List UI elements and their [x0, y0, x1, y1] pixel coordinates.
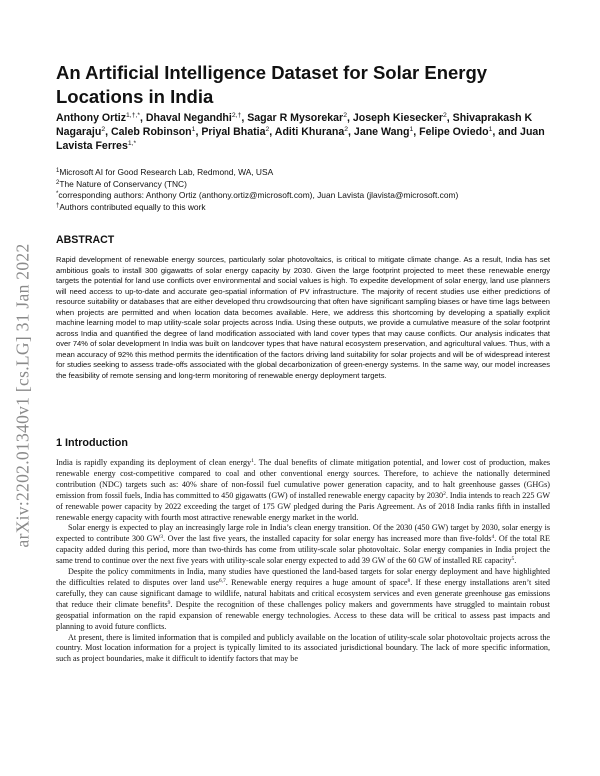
- author-affiliation-mark: 1: [191, 126, 196, 134]
- author-name: Dhaval Negandhi: [145, 112, 232, 124]
- affiliation-line: [56, 179, 556, 191]
- author-affiliation-mark: 2: [344, 126, 349, 134]
- citation-reference[interactable]: 9: [167, 599, 171, 606]
- body-text-run: . Renewable energy requires a huge amount of space: [225, 577, 408, 587]
- author-separator: ,: [446, 112, 453, 124]
- author-separator: , and: [492, 126, 521, 139]
- author-separator: ,: [241, 112, 248, 124]
- citation-reference[interactable]: 1: [251, 458, 254, 464]
- affiliation-text: Authors contributed equally to this work: [59, 201, 206, 212]
- body-text-run: Solar energy is expected to play an increasingly large role in India’s clean energy transition. Of the 2030 (450 GW) target by 2030, solar energy is expected to contribute 300 GW: [56, 523, 550, 544]
- author-name: Priyal Bhatia: [201, 126, 266, 139]
- arxiv-identifier-text: arXiv:2202.01340v1 [cs.LG] 31 Jan 2022: [12, 243, 33, 547]
- affiliation-mark: 2: [56, 179, 60, 186]
- author-name: Caleb Robinson: [111, 126, 192, 139]
- affiliation-text: corresponding authors: Anthony Ortiz (anthony.ortiz@microsoft.com), Juan Lavista (jlavista@microsoft.com): [58, 190, 459, 201]
- body-paragraph: [56, 633, 550, 666]
- author-name: Joseph Kiesecker: [352, 112, 443, 124]
- body-text-run: . The dual benefits of climate mitigation potential, and lower cost of production, makes renewable energy cost-competitive compared to coal and other conventional energy sources. Therefore, to achieve the nationally determined contribution (NDC) targets such as: 40% share of non-fossil fuel cumulative power generation capacity, and to halt greenhouse gasses (GHGs) emission from fossil fuels, India has committed to 450 gigawatts (GW) of installed renewable energy capacity by 2030: [56, 458, 550, 500]
- arxiv-identifier-stamp: [8, 200, 38, 590]
- body-text-run: At present, there is limited information that is compiled and publicly available on the location of utility-scale solar photovoltaic projects across the country. Most location information for a project is typically limited to its associated jurisdictional boundary. The lack of more specific information, such as project boundaries, make it difficult to identify factors that may be: [56, 632, 550, 664]
- author-affiliation-mark: 2: [101, 126, 106, 134]
- body-paragraph: [56, 523, 550, 567]
- body-text-run: India is rapidly expanding its deployment of clean energy: [56, 458, 252, 467]
- body-text-run: . Despite the recognition of these challenges policy makers and governments have struggled to maintain robust geospatial information on the rapid expansion of renewable energy technologies. Access to these data will be critical to assess past impacts and planning to avoid future conflicts.: [56, 599, 550, 631]
- citation-reference[interactable]: 5: [511, 556, 515, 563]
- author-name: Shivaprakash K Nagaraju: [56, 112, 533, 139]
- author-affiliation-mark: 2,†: [231, 112, 242, 119]
- author-separator: ,: [348, 126, 354, 139]
- citation-reference[interactable]: 8: [407, 577, 411, 584]
- author-list: [56, 111, 556, 154]
- introduction-body: [56, 458, 550, 665]
- author-name: Juan Lavista Ferres: [56, 126, 545, 153]
- paper-title: An Artificial Intelligence Dataset for Solar Energy Locations in India: [56, 62, 488, 107]
- author-separator: ,: [140, 112, 146, 124]
- author-name: Sagar R Mysorekar: [247, 112, 344, 124]
- author-affiliation-mark: 1,*: [127, 140, 137, 148]
- citation-reference[interactable]: 4: [491, 534, 495, 541]
- affiliation-line: [56, 167, 556, 179]
- author-separator: ,: [413, 126, 420, 139]
- author-name: Felipe Oviedo: [419, 126, 489, 139]
- body-text-run: Despite the policy commitments in India, many studies have questioned the land-based targets for solar energy deployment and have highlighted the difficulties related to disputes over land use: [56, 567, 550, 587]
- author-affiliation-mark: 2: [343, 112, 347, 119]
- introduction-heading: 1 Introduction: [56, 437, 128, 449]
- citation-reference[interactable]: 6,7: [218, 577, 226, 584]
- author-name: Anthony Ortiz: [56, 112, 127, 124]
- body-text-run: . Of the total RE capacity added during this period, more than two-thirds has come from utility-scale solar photovoltaic. Solar energy companies in India project the same trend to continue over the next five years with utility-scale solar energy expected to add 39 GW of the 60 GW of installed RE capacity: [56, 534, 550, 566]
- author-affiliation-mark: 2: [265, 126, 270, 134]
- body-paragraph: [56, 458, 550, 523]
- body-paragraph: [56, 567, 550, 632]
- author-affiliation-mark: 2: [442, 112, 447, 119]
- author-separator: ,: [346, 112, 353, 124]
- author-separator: ,: [195, 126, 202, 139]
- author-affiliation-mark: 1: [488, 126, 493, 134]
- author-affiliation-mark: 1: [409, 126, 414, 134]
- author-separator: ,: [105, 126, 112, 139]
- body-text-run: . India intends to reach 225 GW of renewable power capacity by 2022 exceeding the target of 175 GW pledged during the Paris Agreement. As of 2018 India ranks fifth in installed renewable energy capacity with fourth most attractive renewable energy market in the world.: [56, 490, 551, 522]
- affiliation-line: [56, 190, 556, 202]
- affiliation-text: The Nature of Conservancy (TNC): [59, 178, 187, 189]
- body-text-run: . If these energy installations aren’t sited carefully, they can cause significant damage to wildlife, natural habitats and critical ecosystem services and even generate greenhouse gas emissions that reduce their climate benefits: [56, 577, 550, 609]
- affiliation-mark: †: [56, 202, 60, 209]
- abstract-text: Rapid development of renewable energy sources, particularly solar photovoltaics, is critical to mitigate climate change. As a result, India has set ambitious goals to install 300 gigawatts of solar energy capacity by 2030. Given the large footprint projected to meet these renewable energy targets the potential for land use conflicts over environmental and social values is high. To expedite development of solar energy, land use planners will need access to up-to-date and accurate geo-spatial information of PV infrastructure. The majority of recent studies use either predictions of resource suitability or databases that are either developed thru crowdsourcing that often have significant sampling biases or have time lags between when projects are permitted and when location data becomes available. Here, we address this shortcoming by developing a spatially explicit machine learning model to map utility-scale solar projects across India. Using these outputs, we provide a cumulative measure of the solar footprint across India and quantified the degree of land modification associated with land cover types that may cause conflicts. Our analysis indicates that over 74% of solar development In India was built on landcover types that have natural ecosystem preservation, and agricultural values. Thus, with a mean accuracy of 92% this method permits the identification of the factors driving land suitability for solar projects and will be of widespread interest for studies seeking to assess trade-offs associated with the global decarbonization of green-energy systems. In the same way, our model increases the feasibility of remote sensing and long-term monitoring of renewable energy deployment targets.: [56, 255, 550, 381]
- body-text-run: . Over the last five years, the installed capacity for solar energy has increased more than five-folds: [163, 534, 492, 544]
- affiliation-mark: 1: [56, 168, 60, 174]
- citation-reference[interactable]: 3: [160, 534, 164, 541]
- affiliation-mark: *: [56, 191, 59, 198]
- affiliation-text: Microsoft AI for Good Research Lab, Redmond, WA, USA: [59, 167, 274, 177]
- affiliation-line: [56, 202, 556, 214]
- citation-reference[interactable]: 2: [443, 490, 446, 497]
- abstract-heading: ABSTRACT: [56, 234, 115, 246]
- author-name: Jane Wang: [353, 126, 410, 139]
- body-text-run: .: [514, 556, 517, 566]
- author-separator: ,: [269, 126, 275, 139]
- author-name: Aditi Khurana: [274, 126, 345, 139]
- author-affiliation-mark: 1,†,*: [126, 112, 141, 119]
- affiliation-list: [56, 167, 556, 213]
